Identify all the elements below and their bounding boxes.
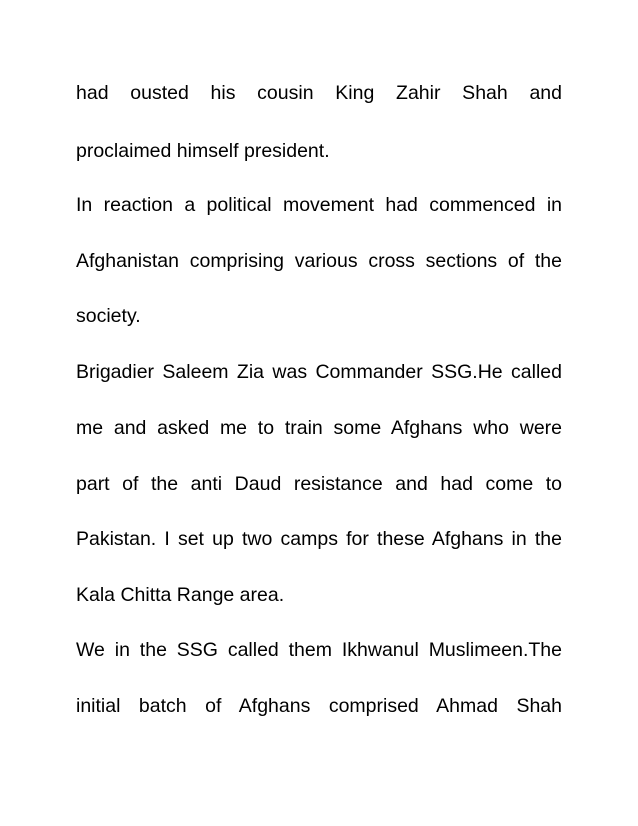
text-line-8: part of the anti Daud resistance and had come to bbox=[76, 473, 562, 495]
text-line-12: initial batch of Afghans comprised Ahmad Shah bbox=[76, 695, 562, 717]
text-line-10: Kala Chitta Range area. bbox=[76, 584, 285, 606]
text-line-2: proclaimed himself president. bbox=[76, 140, 330, 162]
text-line-5: society. bbox=[76, 305, 141, 327]
text-line-9: Pakistan. I set up two camps for these Afghans in the bbox=[76, 528, 562, 550]
text-line-1: had ousted his cousin King Zahir Shah and bbox=[76, 82, 562, 104]
text-line-3: In reaction a political movement had commenced in bbox=[76, 194, 562, 216]
text-line-7: me and asked me to train some Afghans who were bbox=[76, 417, 562, 439]
text-line-6: Brigadier Saleem Zia was Commander SSG.He called bbox=[76, 361, 562, 383]
text-line-4: Afghanistan comprising various cross sections of the bbox=[76, 250, 562, 272]
text-line-11: We in the SSG called them Ikhwanul Muslimeen.The bbox=[76, 639, 562, 661]
